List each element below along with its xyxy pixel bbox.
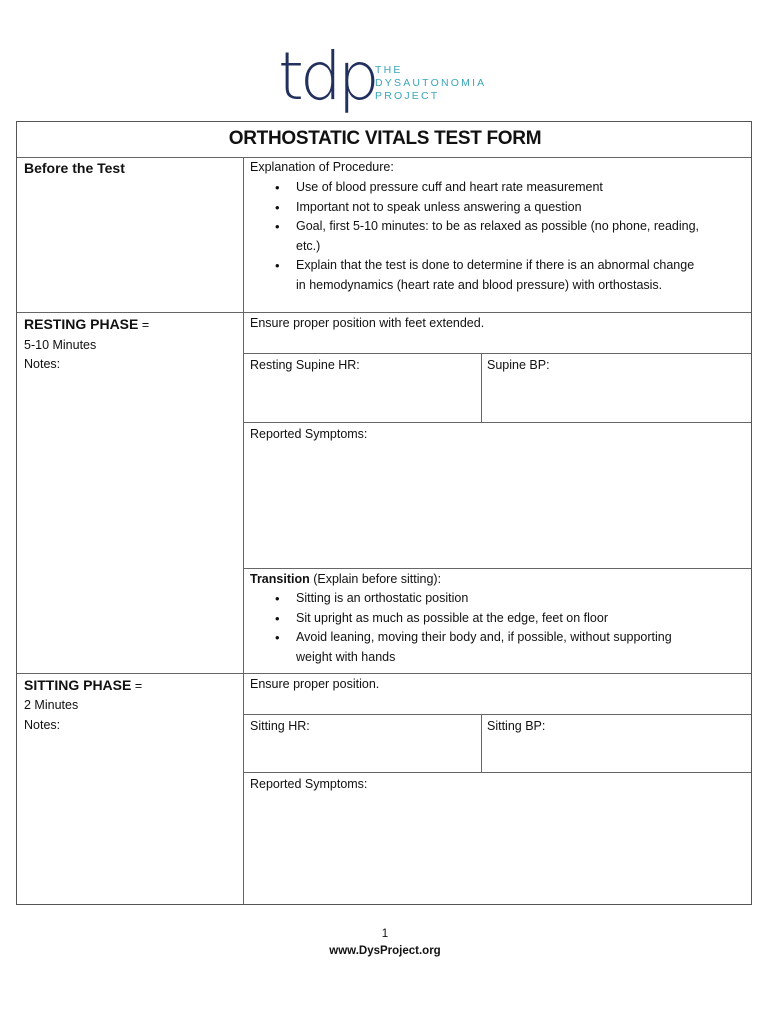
transition-list <box>250 589 750 667</box>
logo-line-1: THE <box>375 64 403 76</box>
form-title: ORTHOSTATIC VITALS TEST FORM <box>228 128 542 149</box>
sitting-phase-label: SITTING PHASE <box>24 677 132 693</box>
resting-phase-heading: RESTING PHASE = <box>24 316 150 332</box>
divider-title <box>17 157 751 158</box>
logo <box>278 38 508 120</box>
sitting-notes-label: Notes: <box>24 718 61 732</box>
divider-resting-vitals <box>244 353 751 354</box>
transition-heading: Transition (Explain before sitting): <box>250 572 442 586</box>
transition-item: • Sitting is an orthostatic position <box>250 589 750 609</box>
explanation-heading: Explanation of Procedure: <box>250 160 394 174</box>
explanation-item: • Use of blood pressure cuff and heart rate measurement <box>250 178 750 198</box>
resting-hr-label: Resting Supine HR: <box>250 358 360 372</box>
transition-label: Transition <box>250 572 310 586</box>
page-number: 1 <box>381 928 389 940</box>
orthostatic-vitals-form <box>16 121 752 905</box>
logo-line-3: PROJECT <box>375 90 440 102</box>
logo-line-2: DYSAUTONOMIA <box>375 77 487 89</box>
divider-resting-symptoms <box>244 422 751 423</box>
resting-instruction: Ensure proper position with feet extended. <box>250 316 485 330</box>
explanation-item: • Important not to speak unless answering a question <box>250 198 750 218</box>
resting-duration: 5-10 Minutes <box>24 338 97 352</box>
explanation-item: • Explain that the test is done to determine if there is an abnormal change in hemodynamics (heart rate and blood pressure) with orthostasis. <box>250 256 750 295</box>
resting-symptoms-label: Reported Symptoms: <box>250 427 368 441</box>
transition-item: • Avoid leaning, moving their body and, if possible, without supporting weight with hands <box>250 628 750 667</box>
logo-wordmark <box>375 64 486 103</box>
resting-phase-label: RESTING PHASE <box>24 316 139 332</box>
transition-item: • Sit upright as much as possible at the edge, feet on floor <box>250 609 750 629</box>
divider-sitting-symptoms <box>244 772 751 773</box>
resting-notes-label: Notes: <box>24 357 61 371</box>
resting-bp-label: Supine BP: <box>487 358 550 372</box>
sitting-vitals-divider <box>481 714 482 772</box>
divider-sitting <box>17 673 751 674</box>
sitting-bp-label: Sitting BP: <box>487 719 546 733</box>
column-divider <box>243 157 244 904</box>
sitting-phase-heading: SITTING PHASE = <box>24 677 143 693</box>
resting-vitals-divider <box>481 353 482 422</box>
sitting-symptoms-label: Reported Symptoms: <box>250 777 368 791</box>
before-test-label: Before the Test <box>24 160 125 176</box>
sitting-instruction: Ensure proper position. <box>250 677 380 691</box>
explanation-list <box>250 178 750 295</box>
divider-transition <box>244 568 751 569</box>
sitting-hr-label: Sitting HR: <box>250 719 310 733</box>
sitting-duration: 2 Minutes <box>24 698 79 712</box>
footer-website: www.DysProject.org <box>329 945 441 957</box>
divider-sitting-vitals <box>244 714 751 715</box>
explanation-item: • Goal, first 5-10 minutes: to be as relaxed as possible (no phone, reading, etc.) <box>250 217 750 256</box>
logo-mark: tdp <box>278 38 376 115</box>
divider-resting <box>17 312 751 313</box>
